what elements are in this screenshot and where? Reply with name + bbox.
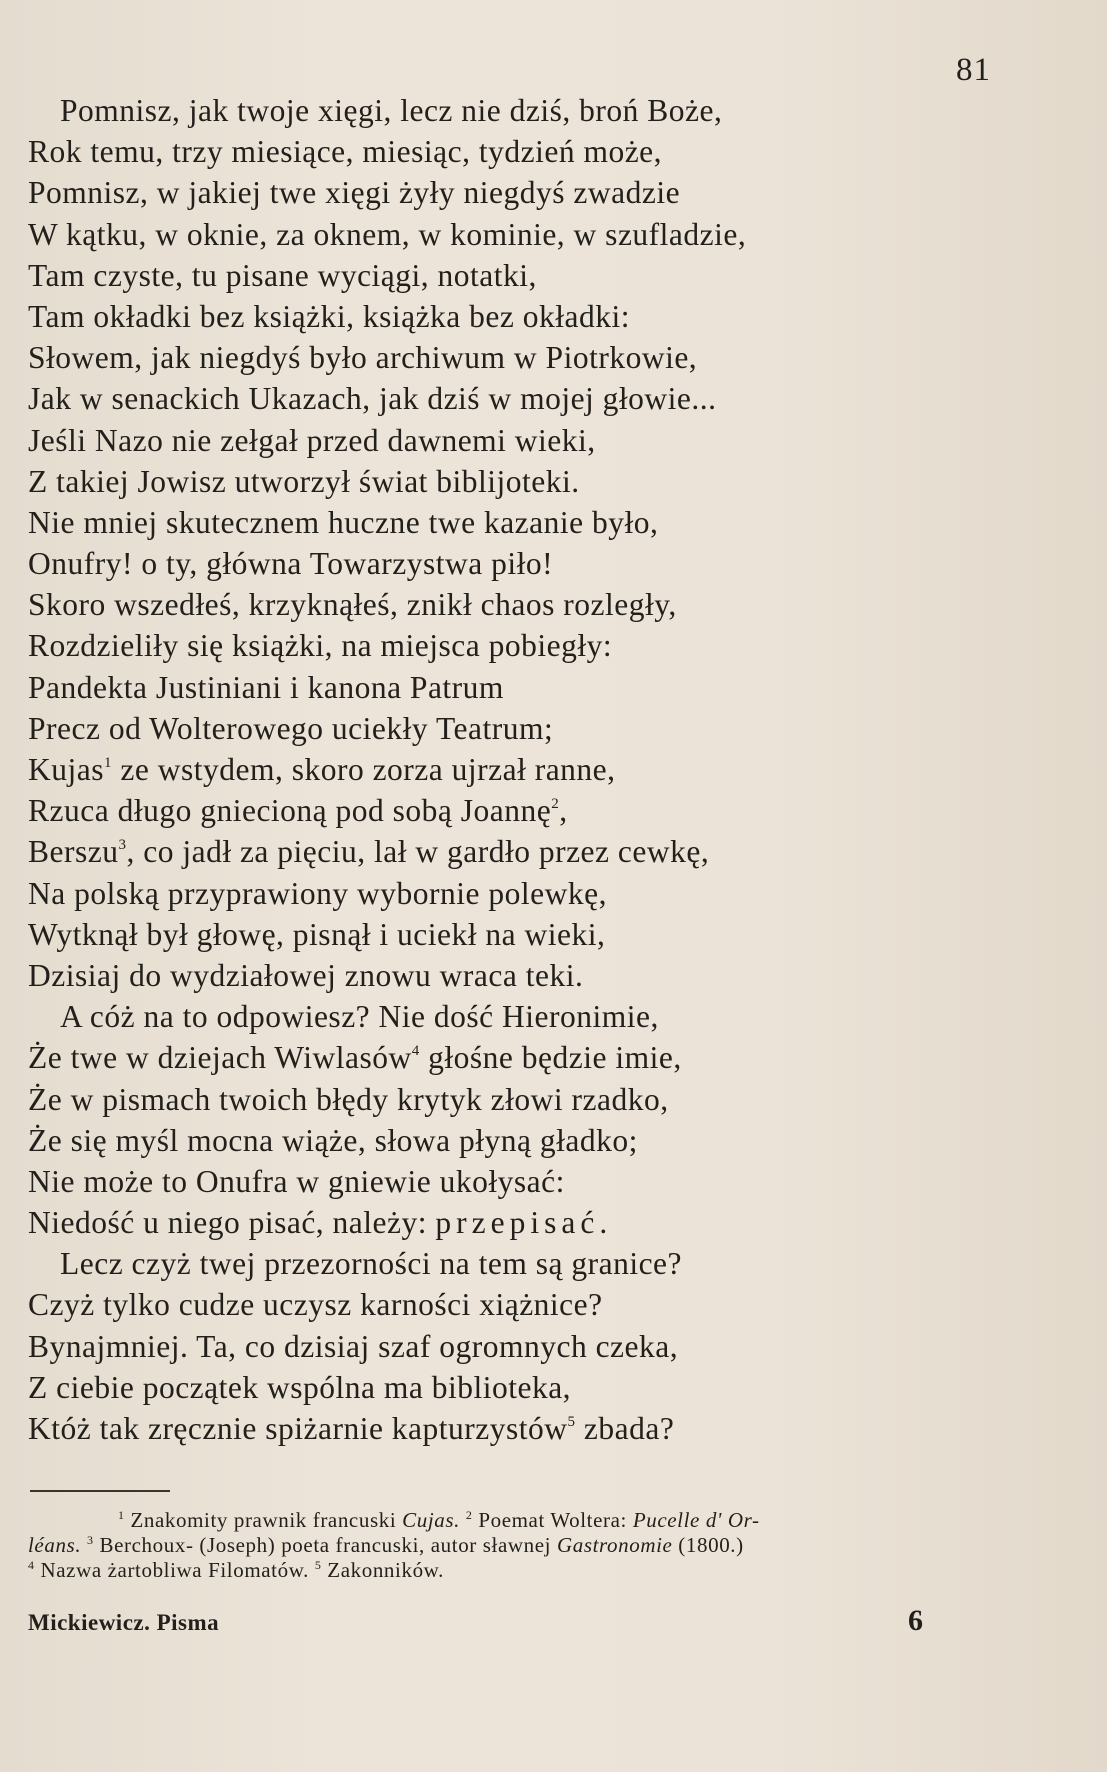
poem-line: Lecz czyż twej przezorności na tem są granice? <box>60 1246 683 1282</box>
poem-line <box>28 749 1088 790</box>
poem-line <box>28 790 1088 831</box>
spaced-emphasis: przepisać <box>435 1205 600 1241</box>
page-number: 81 <box>956 52 991 88</box>
footnote-mark: 4 <box>411 1043 420 1060</box>
poem-text <box>28 90 1088 1449</box>
footnote-italic: Pucelle d' Or- <box>632 1508 760 1532</box>
printer-signature: Mickiewicz. Pisma <box>28 1610 220 1635</box>
poem-line: Nie mniej skutecznem huczne twe kazanie było, <box>28 504 659 540</box>
footnote-text: Nazwa żartobliwa Filomatów. <box>34 1558 315 1582</box>
footnote-italic: léans. <box>28 1533 82 1557</box>
poem-line-part: zbada? <box>575 1411 675 1446</box>
footnote-divider <box>30 1490 170 1492</box>
poem-line <box>28 831 1088 872</box>
poem-line: Że się myśl mocna wiąże, słowa płyną gładko; <box>28 1122 638 1158</box>
footnote-number: 4 <box>28 1558 35 1572</box>
footnote-number: 2 <box>465 1508 473 1522</box>
poem-line: Bynajmniej. Ta, co dzisiaj szaf ogromnych czeka, <box>28 1328 679 1364</box>
footnote-number: 5 <box>314 1558 322 1572</box>
footnote-italic: Cujas. <box>402 1508 460 1532</box>
poem-line: Jak w senackich Ukazach, jak dziś w mojej głowie... <box>28 381 717 417</box>
poem-line: Wytknął był głowę, pisnął i uciekł na wieki, <box>28 916 606 952</box>
footnote-line <box>28 1508 998 1533</box>
footnote-text: Zakonników. <box>321 1558 444 1582</box>
poem-line: W kątku, w oknie, za oknem, w kominie, w szufladzie, <box>28 216 747 252</box>
poem-line: Słowem, jak niegdyś było archiwum w Piotrkowie, <box>28 340 698 376</box>
footnote-text: Poemat Woltera: <box>472 1508 633 1532</box>
poem-line: Rozdzieliły się książki, na miejsca pobiegły: <box>28 628 613 664</box>
footnote-text: (1800.) <box>672 1533 744 1557</box>
footnote-mark: 1 <box>104 755 112 771</box>
footnote-number: 3 <box>87 1533 94 1547</box>
poem-line-part: Berszu <box>28 834 119 870</box>
poem-line: Że w pismach twoich błędy krytyk złowi rzadko, <box>28 1081 669 1117</box>
footnote-mark: 2 <box>551 796 560 813</box>
poem-line-part: Że twe w dziejach Wiwlasów <box>28 1040 412 1076</box>
footnote-mark: 3 <box>118 837 127 854</box>
poem-line: Czyż tylko cudze uczysz karności xiążnice? <box>28 1287 603 1323</box>
footnote-line <box>28 1558 998 1583</box>
poem-line: Z takiej Jowisz utworzył świat biblijoteki. <box>28 463 580 499</box>
poem-line-part: Rzuca długo gniecioną pod sobą Joannę <box>28 793 552 829</box>
poem-line <box>28 1202 1088 1243</box>
poem-line: Z ciebie początek wspólna ma biblioteka, <box>28 1369 572 1405</box>
poem-line <box>28 1408 1088 1449</box>
poem-line: Pomnisz, jak twoje xięgi, lecz nie dziś, broń Boże, <box>60 93 723 128</box>
poem-line: Nie może to Onufra w gniewie ukołysać: <box>28 1163 565 1199</box>
poem-line: Tam okładki bez książki, książka bez okładki: <box>28 298 630 334</box>
footnote-line <box>28 1533 998 1558</box>
poem-line: Na polską przyprawiony wybornie polewkę, <box>28 875 607 911</box>
poem-line-part: Niedość u niego pisać, należy: <box>28 1205 436 1241</box>
footnote-number: 1 <box>118 1508 125 1522</box>
footnote-text: Berchoux- (Joseph) poeta francuski, autor sławnej <box>93 1533 557 1557</box>
poem-line-part: głośne będzie imie, <box>419 1040 682 1076</box>
poem-line-part: . <box>599 1205 608 1241</box>
poem-line: A cóż na to odpowiesz? Nie dość Hieronimie, <box>60 999 659 1035</box>
poem-line: Jeśli Nazo nie zełgał przed dawnemi wieki, <box>28 422 596 458</box>
poem-line: Rok temu, trzy miesiące, miesiąc, tydzień może, <box>28 134 663 170</box>
footnote-mark: 5 <box>567 1414 576 1430</box>
poem-line-part: ze wstydem, skoro zorza ujrzał ranne, <box>112 752 616 787</box>
sheet-number: 6 <box>908 1604 923 1637</box>
poem-line <box>28 1037 1088 1078</box>
footnote-text: Znakomity prawnik francuski <box>124 1508 403 1532</box>
poem-line-part: Kujas <box>28 752 104 787</box>
poem-line: Pandekta Justiniani i kanona Patrum <box>28 669 504 705</box>
poem-line: Onufry! o ty, główna Towarzystwa piło! <box>28 546 554 582</box>
poem-line: Dzisiaj do wydziałowej znowu wraca teki. <box>28 957 584 993</box>
poem-line-part: Któż tak zręcznie spiżarnie kapturzystów <box>28 1411 568 1446</box>
poem-line-part: , co jadł za pięciu, lał w gardło przez cewkę, <box>126 834 710 870</box>
poem-line: Precz od Wolterowego uciekły Teatrum; <box>28 710 554 746</box>
poem-line: Skoro wszedłeś, krzyknąłeś, znikł chaos rozległy, <box>28 587 677 623</box>
footnotes <box>28 1508 998 1583</box>
poem-line: Pomnisz, w jakiej twe xięgi żyły niegdyś zwadzie <box>28 175 681 211</box>
poem-line-part: , <box>559 793 568 829</box>
footnote-italic: Gastronomie <box>556 1533 673 1557</box>
poem-line: Tam czyste, tu pisane wyciągi, notatki, <box>28 257 537 293</box>
